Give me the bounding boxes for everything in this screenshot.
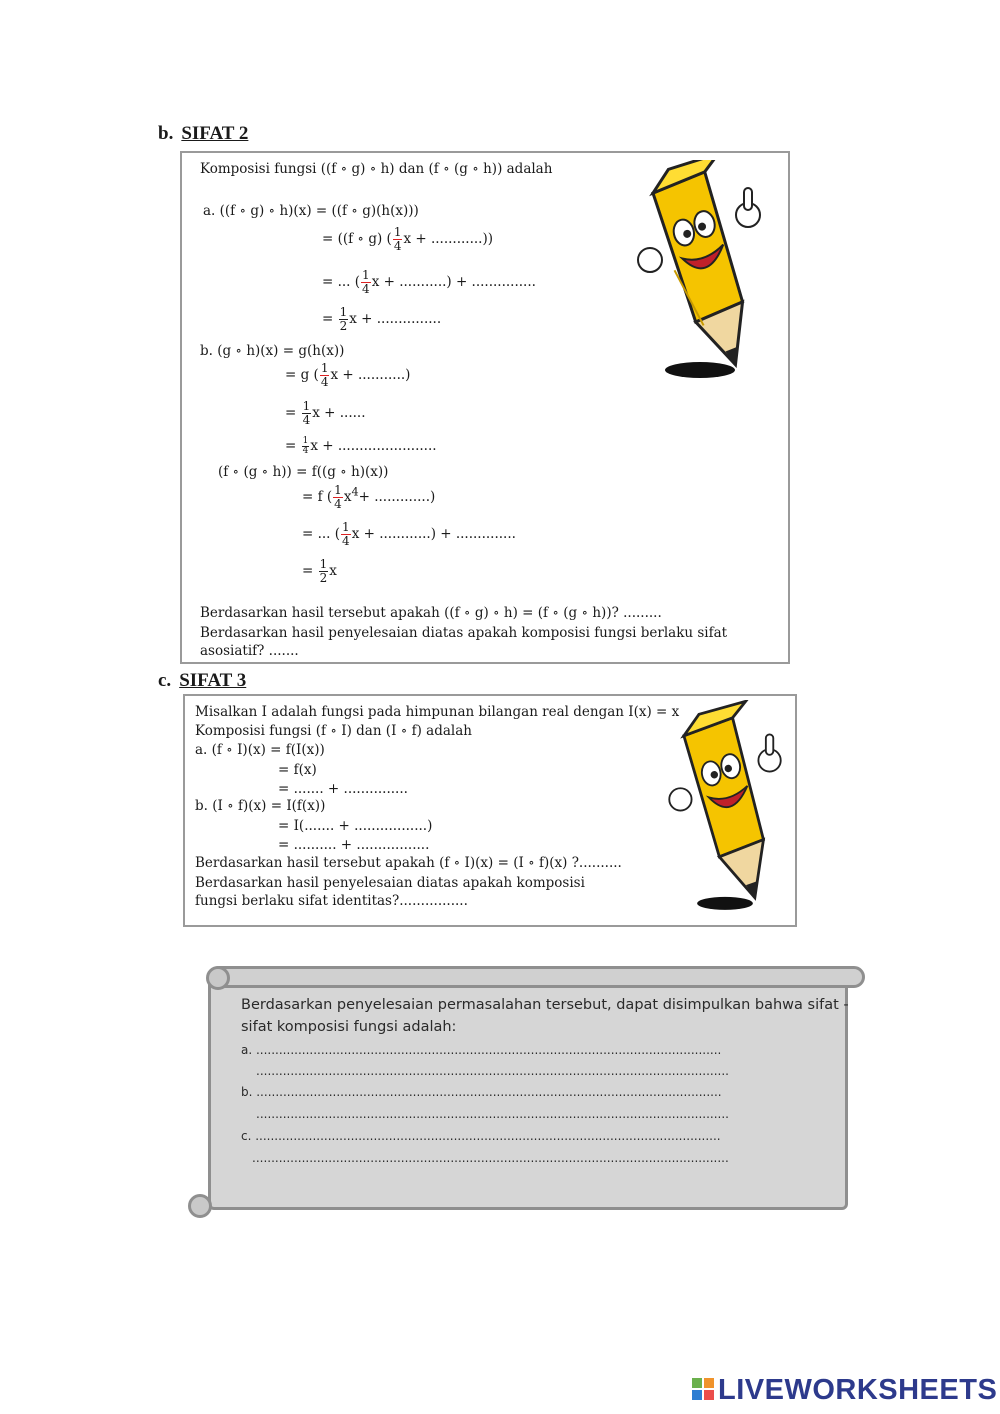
sifat2-a-line2 — [322, 226, 493, 253]
fraction-one-quarter: $\frac{1}{4}$ — [393, 225, 402, 253]
scroll-top-curl-icon — [206, 966, 230, 990]
fraction-one-half: $\frac{1}{2}$ — [319, 557, 328, 585]
liveworksheets-brand[interactable]: LIVEWORKSHEETS — [718, 1374, 998, 1406]
sifat2-intro: Komposisi fungsi ((f ∘ g) ∘ h) dan (f ∘ (g ∘ h)) adalah — [200, 161, 553, 177]
sifat2-a-line2-post: x + ............)) — [403, 231, 493, 247]
sifat3-title: SIFAT 3 — [179, 670, 247, 691]
scroll-top-roll — [208, 966, 865, 988]
sifat2-c-line3-post: x + ............) + .............. — [351, 526, 516, 542]
sifat2-a-line4: = $\frac{1}{2}$ x + ............... — [322, 305, 442, 333]
sifat2-title: SIFAT 2 — [181, 123, 249, 144]
sifat2-question2: Berdasarkan hasil penyelesaian diatas apakah komposisi fungsi berlaku sifat asosiatif? ....... — [200, 625, 728, 659]
sifat2-question1: Berdasarkan hasil tersebut apakah ((f ∘ g) ∘ h) = (f ∘ (g ∘ h))? ......... — [200, 605, 662, 621]
scroll-bottom-curl-icon — [188, 1194, 212, 1218]
sifat2-c-line2-pre: = f ( — [302, 489, 333, 505]
fraction-one-quarter: $\frac{1}{4}$ — [342, 520, 350, 548]
sifat2-a-line3 — [322, 269, 536, 296]
sifat2-b-line2 — [285, 362, 410, 389]
sifat3-line7: = I(....... + .................) — [278, 818, 433, 834]
sifat2-c-line2 — [302, 484, 435, 511]
sifat3-line1: Misalkan I adalah fungsi pada himpunan bilangan real dengan I(x) = x — [195, 704, 680, 720]
sifat2-b-line4-post: x + ....................... — [310, 438, 437, 454]
sifat2-c-line3-pre: = ... ( — [302, 526, 341, 542]
pencil-mascot-icon — [630, 160, 770, 385]
fraction-one-quarter: $\frac{1}{4}$ — [362, 268, 370, 296]
sifat2-b-line2-post: x + ...........) — [330, 367, 411, 383]
sifat3-line5: = ....... + ............... — [278, 781, 408, 797]
sifat2-c-line2-tail: + .............) — [358, 489, 436, 505]
sifat3-line3: a. (f ∘ I)(x) = f(I(x)) — [195, 742, 325, 758]
sifat2-a-line3-pre: = ... ( — [322, 274, 361, 290]
fraction-one-quarter: $\frac{1}{4}$ — [334, 483, 342, 511]
sifat2-a-line2-pre: = ((f ∘ g) ( — [322, 231, 392, 247]
sifat3-line10: Berdasarkan hasil penyelesaian diatas apakah komposisi — [195, 875, 585, 891]
sifat2-label: b. — [158, 123, 174, 144]
sifat2-c-line3 — [302, 521, 516, 548]
sifat2-a-line4-post: x + ............... — [349, 311, 442, 327]
sifat2-a-line1: a. ((f ∘ g) ∘ h)(x) = ((f ∘ g)(h(x))) — [203, 203, 419, 219]
pencil-mascot-icon — [660, 700, 790, 922]
liveworksheets-logo-icon — [692, 1378, 714, 1400]
conclusion-line2: sifat komposisi fungsi adalah: — [241, 1019, 457, 1035]
fraction-one-quarter: $\frac{1}{4}$ — [320, 361, 329, 389]
fraction-one-half: $\frac{1}{2}$ — [339, 305, 348, 333]
sifat3-line8: = .......... + ................. — [278, 837, 430, 853]
sifat2-b-line3-post: x + ...... — [312, 405, 366, 421]
sifat2-c-line2-post: x — [343, 489, 352, 505]
sifat3-line4: = f(x) — [278, 762, 317, 778]
sifat2-a-line3-post: x + ...........) + ............... — [371, 274, 536, 290]
sifat2-c-line1: (f ∘ (g ∘ h)) = f((g ∘ h)(x)) — [218, 464, 389, 480]
sifat3-line11: fungsi berlaku sifat identitas?................ — [195, 893, 468, 909]
sifat3-line9: Berdasarkan hasil tersebut apakah (f ∘ I)(x) = (I ∘ f)(x) ?.......... — [195, 855, 622, 871]
conclusion-a-line1: a. .......................................................................................................................... — [241, 1043, 722, 1057]
sifat3-label: c. — [158, 670, 172, 691]
sifat3-heading — [158, 670, 246, 692]
sifat2-heading — [158, 123, 248, 145]
sifat2-b-line1: b. (g ∘ h)(x) = g(h(x)) — [200, 343, 345, 359]
fraction-one-quarter-small: $\frac{1}{4}$ — [302, 436, 309, 456]
sifat3-line2: Komposisi fungsi (f ∘ I) dan (I ∘ f) adalah — [195, 723, 472, 739]
conclusion-a-line2: ............................................................................................................................ — [256, 1064, 729, 1078]
conclusion-c-line2: ............................................................................................................................. — [252, 1151, 729, 1165]
fraction-one-quarter: $\frac{1}{4}$ — [302, 399, 311, 427]
sifat2-b-line4: = $\frac{1}{4}$ x + ....................... — [285, 436, 437, 456]
sifat2-c-line4-post: x — [329, 563, 337, 579]
sifat2-b-line3: = $\frac{1}{4}$ x + ...... — [285, 399, 366, 427]
conclusion-c-line1: c. .......................................................................................................................... — [241, 1129, 721, 1143]
conclusion-b-line2: ............................................................................................................................ — [256, 1107, 729, 1121]
sifat2-c-line2-sup: 4 — [351, 485, 359, 499]
conclusion-line1: Berdasarkan penyelesaian permasalahan tersebut, dapat disimpulkan bahwa sifat - — [241, 997, 849, 1013]
sifat2-b-line2-pre: = g ( — [285, 367, 319, 383]
conclusion-b-line1: b. .......................................................................................................................... — [241, 1085, 722, 1099]
sifat2-c-line4: = $\frac{1}{2}$ x — [302, 557, 337, 585]
sifat3-line6: b. (I ∘ f)(x) = I(f(x)) — [195, 798, 326, 814]
